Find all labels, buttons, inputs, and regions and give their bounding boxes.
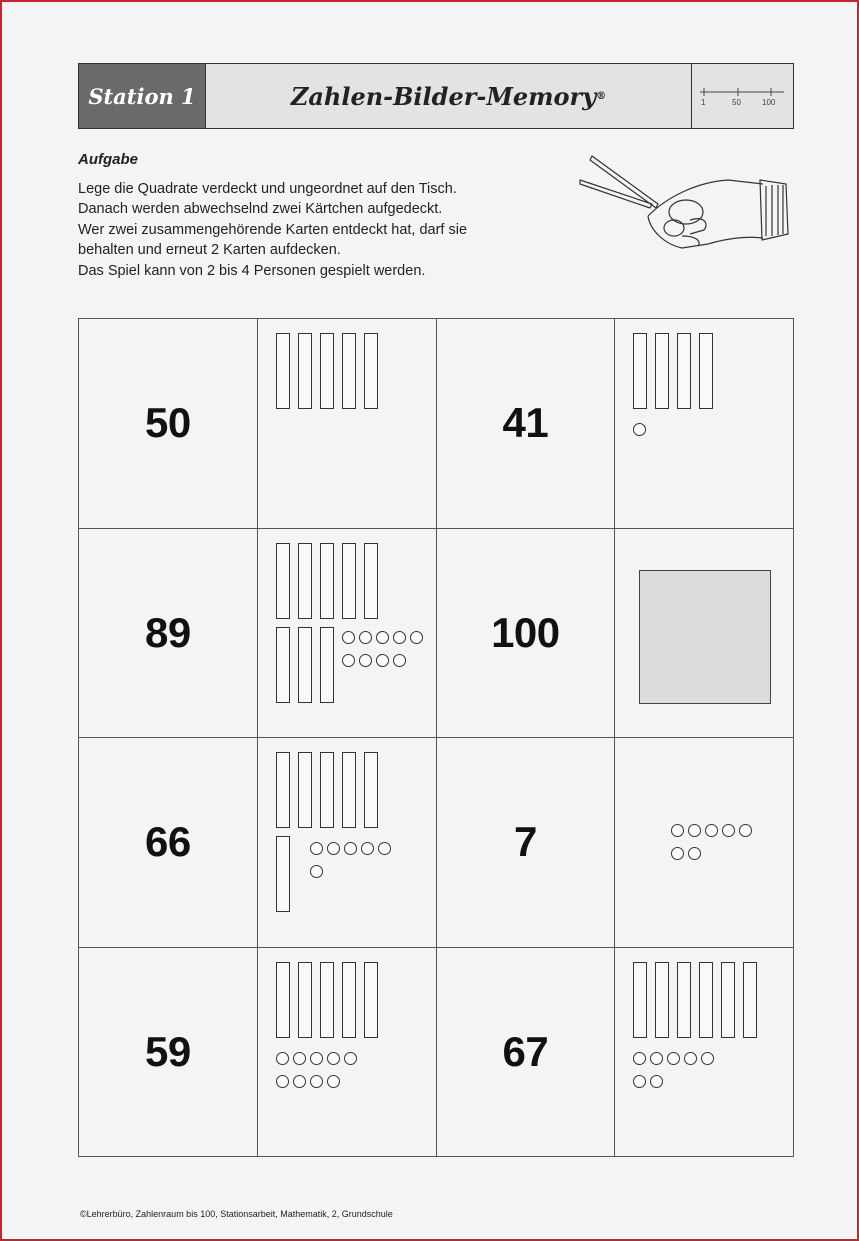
card-number: 100: [491, 608, 560, 656]
ten-bar: [320, 752, 334, 828]
number-line: [691, 64, 793, 128]
ten-bar: [276, 333, 290, 409]
card-number: 7: [513, 818, 537, 866]
card-number-7[interactable]: [437, 738, 616, 948]
number-line-label-50: 50: [732, 98, 741, 107]
ten-bar: [655, 962, 669, 1038]
task-line: Wer zwei zusammengehörende Karten entdeckt hat, darf sie: [78, 221, 468, 238]
ten-bar: [320, 543, 334, 619]
unit-dot: [701, 1052, 714, 1065]
unit-dot: [688, 847, 701, 860]
unit-dot: [633, 1075, 646, 1088]
unit-dot: [705, 824, 718, 837]
header: [78, 63, 794, 129]
ten-bar: [743, 962, 757, 1038]
ten-bar: [276, 627, 290, 703]
unit-dot: [293, 1075, 306, 1088]
unit-dot: [667, 1052, 680, 1065]
station-label: Station 1: [79, 64, 206, 128]
ten-bar: [298, 962, 312, 1038]
ten-bar: [342, 543, 356, 619]
card-picture-59[interactable]: [258, 948, 437, 1158]
card-number: 67: [502, 1027, 549, 1075]
card-number-67[interactable]: [437, 948, 616, 1158]
unit-dot: [276, 1075, 289, 1088]
number-line-icon: [692, 64, 793, 128]
ten-bar: [320, 962, 334, 1038]
ten-bar: [677, 962, 691, 1038]
unit-dot: [361, 842, 374, 855]
unit-dot: [650, 1052, 663, 1065]
unit-dot: [342, 631, 355, 644]
unit-dot: [276, 1052, 289, 1065]
unit-dot: [342, 654, 355, 667]
unit-dot: [310, 842, 323, 855]
card-picture-41[interactable]: [615, 319, 794, 529]
ten-bar: [276, 543, 290, 619]
unit-dot: [327, 1052, 340, 1065]
number-line-label-1: 1: [701, 98, 706, 107]
ten-bar: [298, 752, 312, 828]
task-title: Aufgabe: [78, 151, 138, 168]
unit-dot: [327, 1075, 340, 1088]
ten-bar: [699, 962, 713, 1038]
ten-bar: [298, 627, 312, 703]
unit-dot: [344, 842, 357, 855]
unit-dot: [688, 824, 701, 837]
unit-dot: [344, 1052, 357, 1065]
ten-bar: [276, 836, 290, 912]
unit-dot: [722, 824, 735, 837]
card-number-59[interactable]: [79, 948, 258, 1158]
ten-bar: [364, 543, 378, 619]
unit-dot: [376, 631, 389, 644]
card-picture-7[interactable]: [615, 738, 794, 948]
unit-dot: [359, 654, 372, 667]
unit-dot: [378, 842, 391, 855]
ten-bar: [364, 752, 378, 828]
card-number: 50: [145, 399, 191, 447]
ten-bar: [342, 752, 356, 828]
task-line: Lege die Quadrate verdeckt und ungeordnet auf den Tisch.: [78, 181, 457, 197]
card-number: 41: [502, 399, 549, 447]
ten-bar: [364, 962, 378, 1038]
ten-bar: [320, 627, 334, 703]
ten-bar: [721, 962, 735, 1038]
footer-copyright: ©Lehrerbüro, Zahlenraum bis 100, Stationsarbeit, Mathematik, 2, Grundschule: [80, 1209, 393, 1219]
memory-grid: [78, 318, 794, 1157]
card-number-41[interactable]: [437, 319, 616, 529]
ten-bar: [677, 333, 691, 409]
card-picture-100[interactable]: [615, 529, 794, 739]
ten-bar: [276, 752, 290, 828]
unit-dot: [293, 1052, 306, 1065]
unit-dot: [684, 1052, 697, 1065]
card-picture-50[interactable]: [258, 319, 437, 529]
card-picture-67[interactable]: [615, 948, 794, 1158]
card-picture-66[interactable]: [258, 738, 437, 948]
card-number-66[interactable]: [79, 738, 258, 948]
task-line: behalten und erneut 2 Karten aufdecken.: [78, 242, 341, 259]
ten-bar: [342, 333, 356, 409]
title-text: Zahlen-Bilder-Memory: [290, 81, 597, 111]
unit-dot: [393, 654, 406, 667]
task-section: [78, 151, 558, 281]
ten-bar: [699, 333, 713, 409]
unit-dot: [671, 824, 684, 837]
unit-dot: [359, 631, 372, 644]
unit-dot: [327, 842, 340, 855]
card-number-100[interactable]: [437, 529, 616, 739]
ten-bar: [633, 962, 647, 1038]
card-number: 66: [145, 818, 191, 866]
card-number-50[interactable]: [79, 319, 258, 529]
ten-bar: [342, 962, 356, 1038]
unit-dot: [633, 423, 646, 436]
ten-bar: [655, 333, 669, 409]
unit-dot: [310, 1075, 323, 1088]
unit-dot: [310, 865, 323, 878]
ten-bar: [364, 333, 378, 409]
card-picture-89[interactable]: [258, 529, 437, 739]
page-title: [206, 64, 691, 128]
unit-dot: [376, 654, 389, 667]
unit-dot: [650, 1075, 663, 1088]
number-line-label-100: 100: [762, 98, 776, 107]
ten-bar: [298, 333, 312, 409]
card-number: 59: [145, 1027, 191, 1075]
ten-bar: [320, 333, 334, 409]
ten-bar: [633, 333, 647, 409]
registered-mark: ®: [596, 90, 607, 102]
unit-dot: [410, 631, 423, 644]
unit-dot: [393, 631, 406, 644]
unit-dot: [671, 847, 684, 860]
unit-dot: [310, 1052, 323, 1065]
task-line: Das Spiel kann von 2 bis 4 Personen gespielt werden.: [78, 262, 426, 279]
scissors-hand-icon: [578, 152, 792, 256]
card-number-89[interactable]: [79, 529, 258, 739]
task-line: Danach werden abwechselnd zwei Kärtchen aufgedeckt.: [78, 201, 443, 218]
card-number: 89: [145, 608, 191, 656]
hundred-square: [639, 570, 771, 704]
unit-dot: [739, 824, 752, 837]
unit-dot: [633, 1052, 646, 1065]
ten-bar: [276, 962, 290, 1038]
ten-bar: [298, 543, 312, 619]
